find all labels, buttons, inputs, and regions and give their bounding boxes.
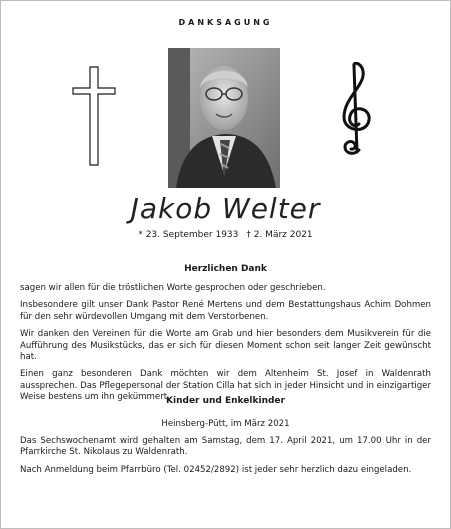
birth-date: * 23. September 1933 <box>138 230 239 240</box>
paragraph: Insbesondere gilt unser Dank Pastor René Mertens und dem Bestattungshaus Achim Dohmen für den sehr würdevollen Umgang mit dem Verstorbenen. <box>20 300 431 322</box>
paragraph: Einen ganz besonderen Dank möchten wir dem Altenheim St. Josef in Waldenrath aussprechen. Das Pflegepersonal der Station Cilla hat sich in jeder Hinsicht und in einzigartiger Weise bestens um ihn gekümmert. <box>20 369 431 403</box>
thanks-title: Herzlichen Dank <box>184 264 267 274</box>
portrait-photo <box>168 48 280 188</box>
paragraph: Nach Anmeldung beim Pfarrbüro (Tel. 02452/2892) ist jeder sehr herzlich dazu eingeladen. <box>20 464 412 475</box>
treble-clef-icon <box>339 62 375 158</box>
thanks-text <box>20 283 431 410</box>
place-date: Heinsberg-Pütt, im März 2021 <box>161 419 290 429</box>
latin-cross-icon <box>72 66 116 166</box>
death-date: † 2. März 2021 <box>246 230 313 240</box>
notice-heading: DANKSAGUNG <box>178 18 273 27</box>
life-dates <box>0 230 451 240</box>
service-info <box>20 436 431 482</box>
signature: Kinder und Enkelkinder <box>166 396 285 406</box>
paragraph: Wir danken den Vereinen für die Worte am Grab und hier besonders dem Musikverein für die Aufführung des Musikstücks, das er sich für diesen Moment schon seit langer Zeit gewünscht hat. <box>20 329 431 363</box>
paragraph: Das Sechswochenamt wird gehalten am Samstag, dem 17. April 2021, um 17.00 Uhr in der Pfarrkirche St. Nikolaus zu Waldenrath. <box>20 436 431 458</box>
deceased-name: Jakob Welter <box>130 192 321 225</box>
paragraph: sagen wir allen für die tröstlichen Worte gesprochen oder geschrieben. <box>20 283 326 293</box>
